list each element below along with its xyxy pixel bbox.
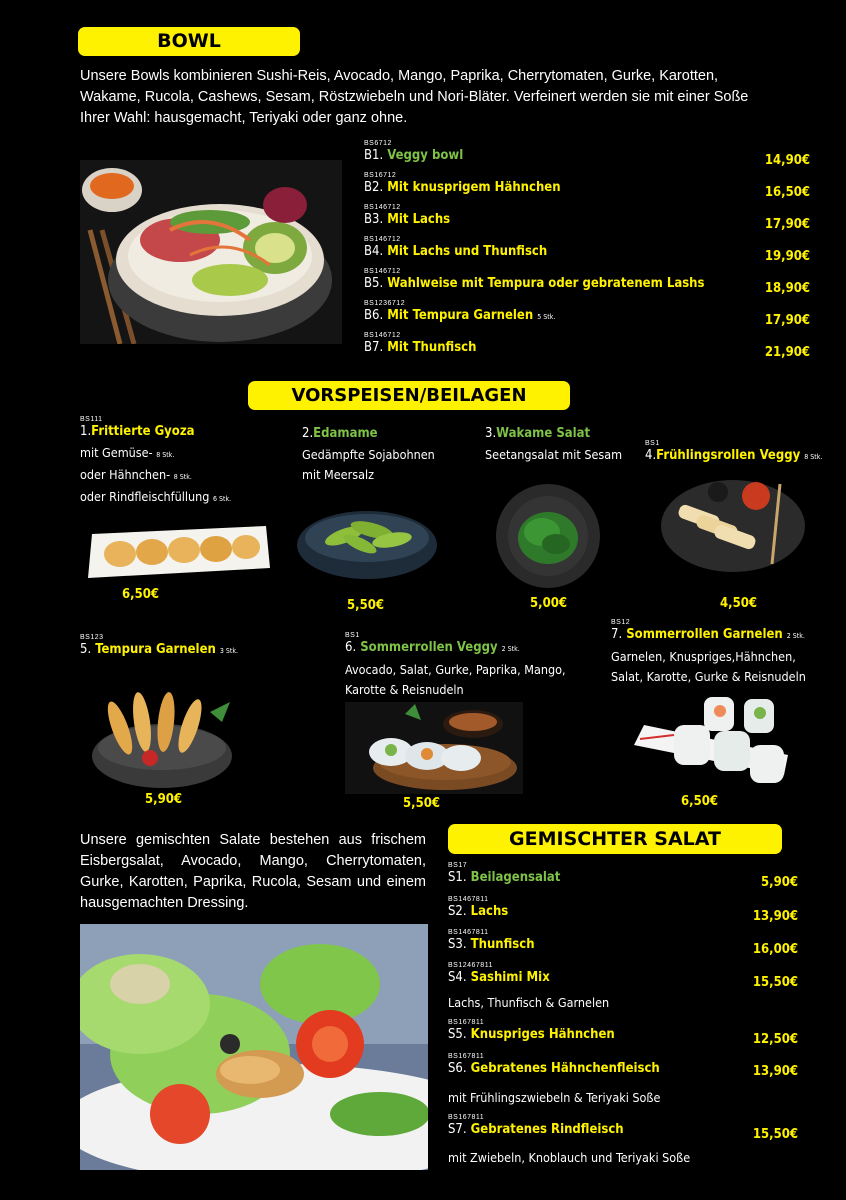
salad-item xyxy=(448,1019,798,1047)
salad-photo xyxy=(80,924,428,1170)
item-number: S4. xyxy=(448,970,467,985)
item-name: Mit knusprigem Hähnchen xyxy=(387,180,561,195)
item-number: B6. xyxy=(364,308,384,323)
allergen-code: BS111 xyxy=(80,416,103,423)
item-price: 21,90€ xyxy=(764,345,810,360)
item-name: Tempura Garnelen xyxy=(95,642,216,657)
desc-line: mit Meersalz xyxy=(302,467,375,482)
item-number: B2. xyxy=(364,180,384,195)
bowl-intro: Unsere Bowls kombinieren Sushi-Reis, Avocado, Mango, Paprika, Cherrytomaten, Gurke, Karotten, Wakame, Rucola, Cashews, Sesam, Röstzwiebeln und Nori-Bläter. Verfeinert werden sie mit einer Soße Ihrer Wahl: hausgemacht, Teriyaki oder ganz ohne. xyxy=(80,68,749,126)
item-price: 5,50€ xyxy=(347,598,384,613)
item-name: Lachs xyxy=(470,904,509,919)
desc-line: oder Hähnchen- xyxy=(80,467,171,482)
allergen-code: BS16712 xyxy=(364,172,397,179)
item-name: Knuspriges Hähnchen xyxy=(470,1027,615,1042)
item-note: 6 Stk. xyxy=(212,495,232,503)
item-description: mit Zwiebeln, Knoblauch und Teriyaki Soße xyxy=(448,1150,691,1165)
salad-item xyxy=(448,1053,798,1081)
desc-line: mit Gemüse- xyxy=(80,445,153,460)
item-number: S1. xyxy=(448,870,467,885)
item-number: B7. xyxy=(364,340,384,355)
item-note: 5 Stk. xyxy=(537,313,556,321)
item-price: 19,90€ xyxy=(764,249,810,264)
allergen-code: BS17 xyxy=(448,862,468,869)
bowl-item xyxy=(364,268,810,296)
desc-line: Salat, Karotte, Gurke & Reisnudeln xyxy=(611,669,806,684)
item-note: 3 Stk. xyxy=(219,647,239,655)
bowl-item xyxy=(364,172,810,200)
bowl-item xyxy=(364,140,810,168)
item-note: 8 Stk. xyxy=(173,473,192,481)
item-price: 13,90€ xyxy=(752,1064,798,1079)
item-name: Mit Lachs xyxy=(387,212,451,227)
springrolls-photo xyxy=(660,474,806,574)
salad-title: GEMISCHTER SALAT xyxy=(509,828,721,850)
item-name: Frittierte Gyoza xyxy=(91,424,195,439)
starter-tempura xyxy=(80,634,280,659)
salad-item xyxy=(448,896,798,924)
starter-summerrolls-garnelen xyxy=(611,619,831,687)
allergen-code: BS123 xyxy=(80,634,104,641)
item-number: 2. xyxy=(302,426,314,441)
starter-springrolls xyxy=(645,440,835,465)
item-name: Sashimi Mix xyxy=(470,970,550,985)
desc-line: Avocado, Salat, Gurke, Paprika, Mango, xyxy=(345,662,566,677)
item-name: Sommerrollen Veggy xyxy=(360,640,498,655)
item-name: Wakame Salat xyxy=(496,426,591,441)
item-price: 18,90€ xyxy=(764,281,810,296)
item-price: 14,90€ xyxy=(764,153,810,168)
allergen-code: BS146712 xyxy=(364,204,401,211)
item-price: 5,50€ xyxy=(403,796,440,811)
item-price: 4,50€ xyxy=(720,596,757,611)
item-name: Sommerrollen Garnelen xyxy=(626,627,783,642)
salad-item xyxy=(448,929,798,957)
summerrolls-garnelen-photo xyxy=(634,695,788,787)
item-price: 12,50€ xyxy=(752,1032,798,1047)
starter-summerrolls-veggy xyxy=(345,632,585,700)
item-name: Mit Lachs und Thunfisch xyxy=(387,244,548,259)
item-number: S5. xyxy=(448,1027,467,1042)
item-name: Thunfisch xyxy=(470,937,535,952)
item-price: 6,50€ xyxy=(681,794,718,809)
salad-item xyxy=(448,862,798,890)
item-price: 17,90€ xyxy=(764,313,810,328)
bowl-item xyxy=(364,204,810,232)
item-number: S3. xyxy=(448,937,467,952)
desc-line: Karotte & Reisnudeln xyxy=(345,682,464,697)
allergen-code: BS6712 xyxy=(364,140,392,147)
item-number: B3. xyxy=(364,212,384,227)
allergen-code: BS146712 xyxy=(364,236,401,243)
item-number: B5. xyxy=(364,276,384,291)
allergen-code: BS167811 xyxy=(448,1053,485,1060)
item-number: S2. xyxy=(448,904,467,919)
item-note: 8 Stk. xyxy=(804,453,823,461)
item-number: S6. xyxy=(448,1061,467,1076)
desc-line: Gedämpfte Sojabohnen xyxy=(302,447,435,462)
desc-line: oder Rindfleischfüllung xyxy=(80,489,210,504)
salad-item xyxy=(448,1114,798,1146)
salad-item xyxy=(448,962,798,990)
starters-title: VORSPEISEN/BEILAGEN xyxy=(291,385,527,406)
item-name: Frühlingsrollen Veggy xyxy=(656,448,801,463)
allergen-code: BS12 xyxy=(611,619,631,626)
allergen-code: BS1236712 xyxy=(364,300,406,307)
allergen-code: BS1 xyxy=(645,440,660,447)
item-number: 6. xyxy=(345,640,357,655)
allergen-code: BS1467811 xyxy=(448,896,489,903)
item-number: 5. xyxy=(80,642,92,657)
item-price: 5,90€ xyxy=(145,792,182,807)
item-price: 15,50€ xyxy=(752,975,798,990)
item-name: Mit Thunfisch xyxy=(387,340,477,355)
item-price: 5,00€ xyxy=(530,596,567,611)
starter-gyoza xyxy=(80,416,280,509)
item-description: Lachs, Thunfisch & Garnelen xyxy=(448,995,610,1010)
item-name: Gebratenes Rindfleisch xyxy=(470,1122,624,1137)
allergen-code: BS12467811 xyxy=(448,962,493,969)
item-price: 15,50€ xyxy=(752,1127,798,1142)
starter-wakame xyxy=(485,426,635,465)
bowl-item xyxy=(364,332,810,360)
item-price: 17,90€ xyxy=(764,217,810,232)
item-name: Veggy bowl xyxy=(387,148,464,163)
bowl-item xyxy=(364,300,810,328)
bowl-item xyxy=(364,236,810,264)
item-number: 3. xyxy=(485,426,497,441)
allergen-code: BS146712 xyxy=(364,332,401,339)
item-name: Gebratenes Hähnchenfleisch xyxy=(470,1061,660,1076)
item-note: 2 Stk. xyxy=(501,645,520,653)
allergen-code: BS1467811 xyxy=(448,929,489,936)
item-name: Edamame xyxy=(313,426,378,441)
starter-edamame xyxy=(302,426,482,485)
allergen-code: BS167811 xyxy=(448,1019,485,1026)
bowl-banner xyxy=(78,27,300,56)
allergen-code: BS146712 xyxy=(364,268,401,275)
allergen-code: BS1 xyxy=(345,632,360,639)
wakame-photo xyxy=(490,482,606,590)
bowl-photo xyxy=(80,160,342,344)
item-description: mit Frühlingszwiebeln & Teriyaki Soße xyxy=(448,1090,661,1105)
item-note: 2 Stk. xyxy=(786,632,805,640)
item-number: 4. xyxy=(645,448,657,463)
item-number: B1. xyxy=(364,148,384,163)
bowl-title: BOWL xyxy=(157,30,221,52)
desc-line: Seetangsalat mit Sesam xyxy=(485,447,623,462)
item-name: Mit Tempura Garnelen xyxy=(387,308,534,323)
item-price: 16,50€ xyxy=(764,185,810,200)
item-price: 6,50€ xyxy=(122,587,159,602)
item-price: 5,90€ xyxy=(761,875,798,890)
salad-intro: Unsere gemischten Salate bestehen aus frischem Eisbergsalat, Avocado, Mango, Cherrytomaten, Gurke, Karotten, Paprika, Rucola, Sesam und einem hausgemachten Dressing. xyxy=(80,832,426,911)
item-number: B4. xyxy=(364,244,384,259)
item-number: 7. xyxy=(611,627,623,642)
salad-banner xyxy=(448,824,782,854)
desc-line: Garnelen, Knuspriges,Hähnchen, xyxy=(611,649,796,664)
item-number: S7. xyxy=(448,1122,467,1137)
item-price: 16,00€ xyxy=(752,942,798,957)
item-name: Beilagensalat xyxy=(470,870,561,885)
summerrolls-veggy-photo xyxy=(345,702,523,794)
tempura-photo xyxy=(80,682,244,790)
item-number: 1. xyxy=(80,424,92,439)
item-note: 8 Stk. xyxy=(156,451,175,459)
edamame-photo xyxy=(294,500,440,590)
item-price: 13,90€ xyxy=(752,909,798,924)
item-name: Wahlweise mit Tempura oder gebratenem Lashs xyxy=(387,276,705,291)
gyoza-photo xyxy=(80,516,272,582)
allergen-code: BS167811 xyxy=(448,1114,485,1121)
starters-banner xyxy=(248,381,570,410)
